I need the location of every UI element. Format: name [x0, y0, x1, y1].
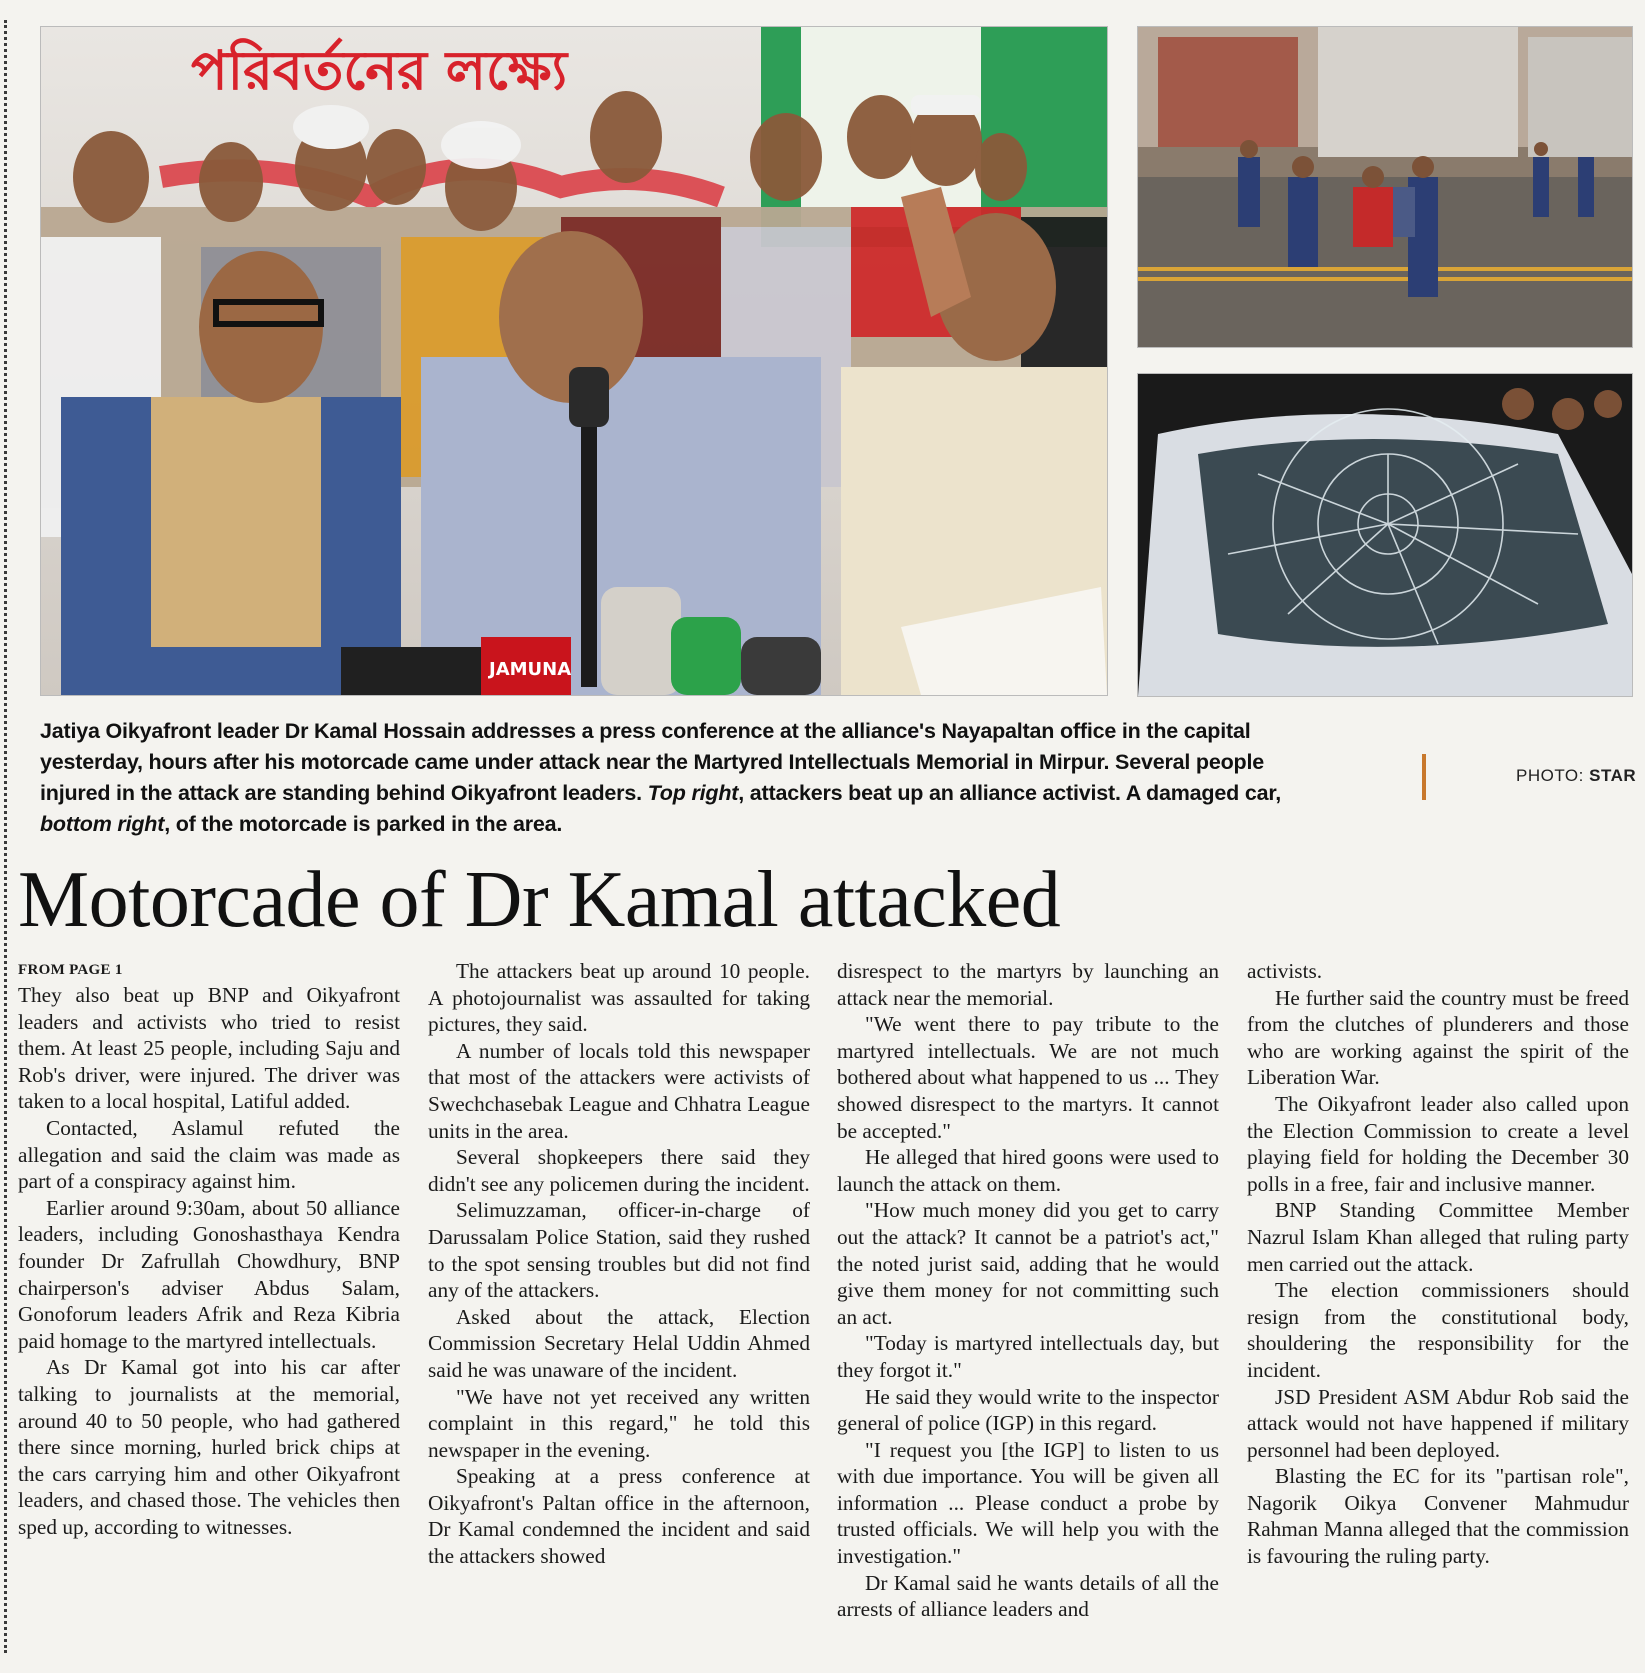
caption-emphasis-bottom-right: bottom right — [40, 812, 165, 836]
mic-logo-text: JAMUNA — [489, 659, 572, 680]
paragraph: Blasting the EC for its "partisan role", Nagorik Oikya Convener Mahmudur Rahman Manna alleged that the commission is favouring the ruling party. — [1247, 1464, 1629, 1569]
paragraph: He alleged that hired goons were used to launch the attack on them. — [837, 1145, 1219, 1196]
paragraph: disrespect to the martyrs by launching an attack near the memorial. — [837, 959, 1219, 1010]
photo-credit-source: STAR — [1589, 766, 1637, 785]
paragraph: BNP Standing Committee Member Nazrul Islam Khan alleged that ruling party men carried out the attack. — [1247, 1198, 1629, 1276]
paragraph: "Today is martyred intellectuals day, but they forgot it." — [837, 1331, 1219, 1382]
top-right-photo-illustration — [1138, 27, 1632, 347]
article-body — [18, 958, 1632, 1658]
paragraph: "We have not yet received any written complaint in this regard," he told this newspaper in the evening. — [428, 1384, 810, 1462]
paragraph: The election commissioners should resign from the constitutional body, shouldering the responsibility for the incident. — [1247, 1278, 1629, 1382]
paragraph: "We went there to pay tribute to the martyred intellectuals. We are not much bothered about what happened to us ... They showed disrespect to the martyrs. It cannot be accepted." — [837, 1012, 1219, 1143]
caption-text-1: Jatiya Oikyafront leader Dr Kamal Hossain addresses a press conference at the alliance's Nayapaltan office in the capital yesterday, hours after his motorcade came under attack near the Martyred Intellectuals Memorial in Mirpur. Several people injured in the attack are standing behind Oikyafront leaders. — [40, 719, 1265, 805]
main-press-conference-photo — [40, 26, 1108, 696]
photo-credit — [1516, 766, 1636, 786]
column-3 — [837, 958, 1219, 1623]
caption-text-2: , attackers beat up an alliance activist. A damaged car, — [738, 781, 1282, 805]
photo-credit-label: PHOTO: — [1516, 766, 1584, 785]
dotted-column-rule — [4, 20, 7, 1653]
column-1 — [18, 958, 400, 1540]
paragraph: The attackers beat up around 10 people. A photojournalist was assaulted for taking pictures, they said. — [428, 959, 810, 1037]
paragraph: He said they would write to the inspector general of police (IGP) in this regard. — [837, 1384, 1219, 1436]
paragraph: Several shopkeepers there said they didn't see any policemen during the incident. — [428, 1145, 810, 1196]
paragraph: Earlier around 9:30am, about 50 alliance leaders, including Gonoshasthaya Kendra founder Dr Zafrullah Chowdhury, BNP chairperson's adviser Abdus Salam, Gonoforum leaders Afrik and Reza Kibria paid homage to the martyred intellectuals. — [18, 1195, 400, 1353]
paragraph: He further said the country must be freed from the clutches of plunderers and those who are working against the spirit of the Liberation War. — [1247, 985, 1629, 1090]
column-2 — [428, 958, 810, 1570]
main-photo-illustration — [41, 27, 1107, 695]
paragraph: JSD President ASM Abdur Rob said the attack would not have happened if military personnel had been deployed. — [1247, 1384, 1629, 1462]
paragraph: Asked about the attack, Election Commission Secretary Helal Uddin Ahmed said he was unaware of the incident. — [428, 1304, 810, 1382]
paragraph: activists. — [1247, 959, 1323, 983]
paragraph: Contacted, Aslamul refuted the allegation and said the claim was made as part of a conspiracy against him. — [18, 1115, 400, 1194]
paragraph: "I request you [the IGP] to listen to us with due importance. You will be given all information ... Please conduct a probe by trusted officials. We will help you with the investigation." — [837, 1437, 1219, 1569]
paragraph: As Dr Kamal got into his car after talking to journalists at the memorial, around 40 to 50 people, who had gathered there since morning, hurled brick chips at the cars carrying him and other Oikyafront leaders, and chased those. The vehicles then sped up, according to witnesses. — [18, 1355, 400, 1539]
banner-text: পরিবর্তনের লক্ষ্যে — [191, 39, 568, 102]
paragraph: A number of locals told this newspaper that most of the attackers were activists of Swechchasebak League and Chhatra League units in the area. — [428, 1038, 810, 1143]
paragraph: The Oikyafront leader also called upon the Election Commission to create a level playing field for holding the December 30 polls in a free, fair and inclusive manner. — [1247, 1091, 1629, 1196]
photo-caption — [40, 716, 1340, 840]
paragraph: They also beat up BNP and Oikyafront leaders and activists who tried to resist them. At least 25 people, including Saju and Rob's driver, were injured. The driver was taken to a local hospital, Latiful added. — [18, 983, 400, 1114]
paragraph: Speaking at a press conference at Oikyafront's Paltan office in the afternoon, Dr Kamal condemned the incident and said the attackers showed — [428, 1464, 810, 1569]
kicker: FROM PAGE 1 — [18, 962, 123, 978]
paragraph: Dr Kamal said he wants details of all the arrests of alliance leaders and — [837, 1570, 1219, 1622]
caption-accent-bar — [1422, 754, 1426, 800]
column-4 — [1247, 958, 1629, 1570]
caption-emphasis-top-right: Top right — [647, 781, 739, 805]
damaged-car-photo — [1137, 373, 1633, 697]
paragraph: Selimuzzaman, officer-in-charge of Darussalam Police Station, said they rushed to the spot sensing troubles but did not find any of the attackers. — [428, 1198, 810, 1303]
paragraph: "How much money did you get to carry out the attack? It cannot be a patriot's act," the noted jurist said, adding that he would give them money for not committing such an act. — [837, 1198, 1219, 1329]
headline: Motorcade of Dr Kamal attacked — [18, 856, 1061, 944]
bottom-right-photo-illustration — [1138, 374, 1632, 696]
attack-street-photo — [1137, 26, 1633, 348]
caption-text-3: , of the motorcade is parked in the area. — [164, 812, 563, 836]
